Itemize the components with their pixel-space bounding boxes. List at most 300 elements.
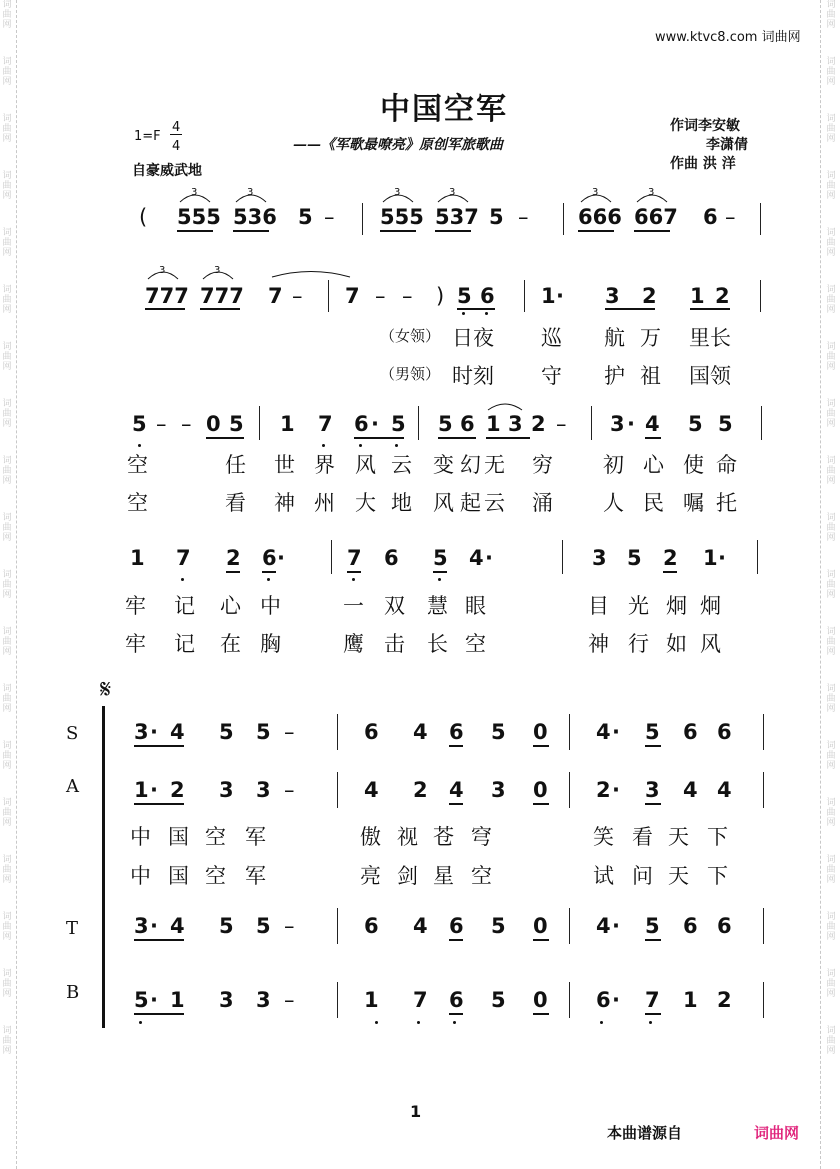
watermark-gap xyxy=(824,942,838,969)
watermark-char: 网 xyxy=(826,476,836,486)
octave-dot xyxy=(438,578,441,581)
lyric: 神 xyxy=(274,491,295,515)
watermark-char: 网 xyxy=(2,362,12,372)
watermark-char: 词 xyxy=(2,855,12,865)
watermark-char: 词 xyxy=(826,741,836,751)
dot-dur: · xyxy=(150,720,158,744)
voice-b-note: 6 xyxy=(449,988,464,1012)
voice-t-note: 3 xyxy=(134,914,149,938)
voice-s-note: 5 xyxy=(219,720,234,744)
watermark-char: 曲 xyxy=(2,10,12,20)
watermark-char: 曲 xyxy=(826,352,836,362)
watermark-char: 网 xyxy=(2,20,12,30)
co-lyricist: 李潇倩 xyxy=(706,137,748,153)
watermark-char: 曲 xyxy=(2,751,12,761)
lyric: 空 xyxy=(465,632,486,656)
watermark-char: 词 xyxy=(826,513,836,523)
watermark-gap xyxy=(0,714,14,741)
watermark-char: 词 xyxy=(2,342,12,352)
lyric: 击 xyxy=(384,632,405,656)
watermark-gap xyxy=(824,657,838,684)
lyric: 时刻 xyxy=(452,364,494,388)
voice-s-note: 5 xyxy=(645,720,660,744)
note: 5 xyxy=(627,546,642,570)
watermark-char: 网 xyxy=(2,419,12,429)
note-group: 777 xyxy=(145,284,189,308)
voice-a-note: 0 xyxy=(533,778,548,802)
lyric: 国领 xyxy=(689,364,731,388)
lyric: 风 xyxy=(700,632,721,656)
watermark-char: 词 xyxy=(2,969,12,979)
source-label: 本曲谱源自 xyxy=(607,1124,683,1142)
note: 5 xyxy=(489,205,504,229)
voice-t-note: 5 xyxy=(256,914,271,938)
triplet-number: 3 xyxy=(191,187,198,198)
site-url[interactable]: www.ktvc8.com 词曲网 xyxy=(655,30,801,45)
octave-dot xyxy=(359,444,362,447)
barline xyxy=(763,772,764,808)
watermark-char: 网 xyxy=(826,305,836,315)
lyric: 军 xyxy=(245,825,266,849)
lyric: 中 xyxy=(130,864,151,888)
voice-a-note: 4 xyxy=(683,778,698,802)
watermark-char: 曲 xyxy=(2,523,12,533)
watermark-char: 词 xyxy=(2,684,12,694)
dot-dur: · xyxy=(612,720,620,744)
tempo-marking: 自豪威武地 xyxy=(132,163,202,179)
underline xyxy=(226,571,240,573)
watermark-gap xyxy=(0,885,14,912)
dot-dur: · xyxy=(150,988,158,1012)
watermark-char: 词 xyxy=(2,171,12,181)
note: 7 xyxy=(347,546,362,570)
watermark-gap xyxy=(824,714,838,741)
watermark-char: 词 xyxy=(826,684,836,694)
watermark-char: 网 xyxy=(826,1046,836,1056)
triplet-number: 3 xyxy=(214,265,221,276)
voice-s-note: 6 xyxy=(364,720,379,744)
composer: 作曲 洪 洋 xyxy=(670,156,736,172)
underline xyxy=(533,803,549,805)
dash: – xyxy=(725,205,736,229)
lyric: 空 xyxy=(127,453,148,477)
voice-s-note: 5 xyxy=(256,720,271,744)
note: 5 xyxy=(132,412,147,436)
watermark-char: 网 xyxy=(2,647,12,657)
female-lead-label: （女领） xyxy=(380,327,441,345)
dash: – xyxy=(181,412,192,436)
watermark-char: 曲 xyxy=(826,808,836,818)
lyric: 空 xyxy=(127,491,148,515)
voice-b-note: 5 xyxy=(491,988,506,1012)
voice-b-note: 3 xyxy=(256,988,271,1012)
underline xyxy=(645,1013,661,1015)
dash: – xyxy=(402,284,413,308)
lyric: 在 xyxy=(220,632,241,656)
watermark-char: 词 xyxy=(826,855,836,865)
note: 1 xyxy=(486,412,501,436)
close-paren: ) xyxy=(436,284,445,308)
voice-t-note: 4 xyxy=(170,914,185,938)
dot-dur: · xyxy=(150,778,158,802)
octave-dot xyxy=(395,444,398,447)
lyric: 使 xyxy=(683,453,704,477)
watermark-char: 曲 xyxy=(2,694,12,704)
watermark-char: 词 xyxy=(2,0,12,10)
triplet-number: 3 xyxy=(247,187,254,198)
note: 6 xyxy=(703,205,718,229)
note: 0 xyxy=(206,412,221,436)
lyric: 空 xyxy=(471,864,492,888)
lyric: 看 xyxy=(632,825,653,849)
voice-s-note: 0 xyxy=(533,720,548,744)
time-signature-top: 4 xyxy=(172,120,181,135)
watermark-char: 词 xyxy=(826,912,836,922)
note: 3 xyxy=(592,546,607,570)
octave-dot xyxy=(322,444,325,447)
watermark-char: 曲 xyxy=(826,523,836,533)
octave-dot xyxy=(649,1021,652,1024)
voice-a-note: 2 xyxy=(596,778,611,802)
watermark-char: 网 xyxy=(2,191,12,201)
octave-dot xyxy=(267,578,270,581)
underline xyxy=(533,939,549,941)
watermark-char: 曲 xyxy=(826,637,836,647)
watermark-char: 曲 xyxy=(826,124,836,134)
watermark-char: 网 xyxy=(2,305,12,315)
watermark-char: 词 xyxy=(2,513,12,523)
watermark-char: 曲 xyxy=(2,409,12,419)
watermark-char: 词 xyxy=(2,1026,12,1036)
lyric: 云 xyxy=(484,491,505,515)
watermark-gap xyxy=(0,771,14,798)
voice-t-note: 4 xyxy=(596,914,611,938)
lyric: 人 xyxy=(603,491,624,515)
octave-dot xyxy=(138,444,141,447)
watermark-gap xyxy=(824,1056,838,1083)
underline xyxy=(134,939,184,941)
voice-t-note: 5 xyxy=(491,914,506,938)
dot-dur: · xyxy=(371,412,379,436)
watermark-gap xyxy=(824,885,838,912)
lyric: 牢 xyxy=(125,594,146,618)
watermark-char: 网 xyxy=(2,704,12,714)
dash: – xyxy=(284,778,295,802)
triplet-number: 3 xyxy=(159,265,166,276)
lyric: 涌 xyxy=(532,491,553,515)
lyric: 州 xyxy=(314,491,335,515)
note: 7 xyxy=(345,284,360,308)
voice-a-note: 3 xyxy=(645,778,660,802)
lyric: 巡 xyxy=(541,326,562,350)
barline xyxy=(763,908,764,944)
voice-label: T xyxy=(66,918,79,939)
dash: – xyxy=(556,412,567,436)
barline xyxy=(337,772,338,808)
male-lead-label: （男领） xyxy=(380,365,441,383)
barline xyxy=(569,714,570,750)
watermark-gap xyxy=(824,999,838,1026)
watermark-char: 曲 xyxy=(826,694,836,704)
watermark-char: 曲 xyxy=(2,979,12,989)
note-group: 555 xyxy=(380,205,424,229)
segno-sign: 𝄋 xyxy=(100,675,112,705)
lyric: 慧 xyxy=(427,594,448,618)
lyric: 嘱 xyxy=(683,491,704,515)
lyric: 地 xyxy=(391,491,412,515)
underline xyxy=(645,745,661,747)
barline xyxy=(569,908,570,944)
underline xyxy=(134,1013,184,1015)
lyric: 下 xyxy=(707,825,728,849)
note: 4 xyxy=(645,412,660,436)
watermark-gap xyxy=(0,1056,14,1083)
note: 5 xyxy=(457,284,472,308)
lyric: 行 xyxy=(628,632,649,656)
lyric: 笑 xyxy=(593,825,614,849)
barline xyxy=(763,714,764,750)
watermark-char: 词 xyxy=(2,912,12,922)
lyric: 记 xyxy=(174,594,195,618)
watermark-char: 词 xyxy=(2,114,12,124)
lyric: 穷 xyxy=(532,453,553,477)
note: 4 xyxy=(469,546,484,570)
watermark-gap xyxy=(0,600,14,627)
underline xyxy=(449,803,463,805)
lyric: 世 xyxy=(274,453,295,477)
lyric: 鹰 xyxy=(343,632,364,656)
lyric: 托 xyxy=(716,491,737,515)
voice-b-note: 6 xyxy=(596,988,611,1012)
underline xyxy=(663,571,677,573)
system-bracket xyxy=(102,706,105,1028)
underline xyxy=(449,745,463,747)
underline xyxy=(486,437,530,439)
watermark-char: 网 xyxy=(2,989,12,999)
voice-a-note: 4 xyxy=(717,778,732,802)
watermark-gap xyxy=(0,828,14,855)
lyric: 试 xyxy=(593,864,614,888)
lyric: 光 xyxy=(628,594,649,618)
dash: – xyxy=(292,284,303,308)
note-group: 555 xyxy=(177,205,221,229)
note: 5 xyxy=(433,546,448,570)
voice-b-note: 1 xyxy=(170,988,185,1012)
lyric: 眼 xyxy=(465,594,486,618)
lyric: 苍 xyxy=(433,825,454,849)
watermark-char: 曲 xyxy=(826,922,836,932)
watermark-char: 网 xyxy=(826,134,836,144)
lyric: 航 xyxy=(604,326,625,350)
watermark-char: 词 xyxy=(2,798,12,808)
note-group: 536 xyxy=(233,205,277,229)
watermark-char: 词 xyxy=(826,228,836,238)
watermark-char: 词 xyxy=(826,285,836,295)
watermark-char: 网 xyxy=(2,932,12,942)
watermark-char: 曲 xyxy=(2,637,12,647)
watermark-gap xyxy=(0,657,14,684)
note: 1 xyxy=(280,412,295,436)
watermark-char: 词 xyxy=(826,456,836,466)
note: 5 xyxy=(688,412,703,436)
lyric: 界 xyxy=(314,453,335,477)
watermark-gap xyxy=(0,543,14,570)
watermark-char: 网 xyxy=(2,533,12,543)
voice-s-note: 4 xyxy=(413,720,428,744)
note: 6 xyxy=(354,412,369,436)
open-paren: ( xyxy=(139,205,148,229)
lyric: 大 xyxy=(355,491,376,515)
watermark-char: 曲 xyxy=(826,238,836,248)
barline xyxy=(562,540,563,574)
lyric: 守 xyxy=(541,364,562,388)
subtitle: ——《军歌最嘹亮》原创军旅歌曲 xyxy=(293,137,503,153)
voice-s-note: 6 xyxy=(449,720,464,744)
watermark-char: 曲 xyxy=(2,124,12,134)
barline xyxy=(337,714,338,750)
watermark-char: 网 xyxy=(2,818,12,828)
watermark-gap xyxy=(824,543,838,570)
voice-b-note: 7 xyxy=(413,988,428,1012)
lyric: 天 xyxy=(668,864,689,888)
watermark-char: 曲 xyxy=(2,1036,12,1046)
key-signature: 1=F xyxy=(134,129,161,144)
underline xyxy=(449,939,463,941)
note: 6 xyxy=(384,546,399,570)
triplet-number: 3 xyxy=(592,187,599,198)
dash: – xyxy=(324,205,335,229)
voice-a-note: 2 xyxy=(413,778,428,802)
watermark-char: 词 xyxy=(826,399,836,409)
underline xyxy=(433,571,447,573)
voice-t-note: 0 xyxy=(533,914,548,938)
voice-t-note: 6 xyxy=(683,914,698,938)
lyric: 心 xyxy=(220,594,241,618)
watermark-char: 网 xyxy=(826,77,836,87)
watermark-char: 曲 xyxy=(2,466,12,476)
watermark-char: 词 xyxy=(826,114,836,124)
lyric: 问 xyxy=(632,864,653,888)
time-signature-bottom: 4 xyxy=(172,139,181,154)
watermark-char: 网 xyxy=(2,134,12,144)
watermark-char: 网 xyxy=(826,191,836,201)
watermark-char: 曲 xyxy=(2,295,12,305)
lyric: 日夜 xyxy=(452,326,494,350)
voice-b-note: 2 xyxy=(717,988,732,1012)
watermark-char: 曲 xyxy=(2,865,12,875)
watermark-char: 网 xyxy=(826,248,836,258)
lyric: 双 xyxy=(384,594,405,618)
watermark-char: 词 xyxy=(2,456,12,466)
dot-dur: · xyxy=(277,546,285,570)
watermark-char: 曲 xyxy=(826,1036,836,1046)
octave-dot xyxy=(375,1021,378,1024)
note: 5 xyxy=(229,412,244,436)
watermark-char: 网 xyxy=(2,1046,12,1056)
lyric: 民 xyxy=(643,491,664,515)
voice-a-note: 3 xyxy=(219,778,234,802)
watermark-char: 曲 xyxy=(826,865,836,875)
watermark-gap xyxy=(0,942,14,969)
triplet-number: 3 xyxy=(449,187,456,198)
barline xyxy=(337,908,338,944)
note: 6 xyxy=(460,412,475,436)
dot-dur: · xyxy=(612,778,620,802)
dash: – xyxy=(284,914,295,938)
watermark-char: 网 xyxy=(826,875,836,885)
lyric: 记 xyxy=(174,632,195,656)
watermark-char: 词 xyxy=(826,570,836,580)
lyric: 云 xyxy=(391,453,412,477)
dash: – xyxy=(284,720,295,744)
lyric: 护 xyxy=(604,364,625,388)
lyric: 空 xyxy=(205,864,226,888)
watermark-char: 曲 xyxy=(826,295,836,305)
lyric: 中 xyxy=(130,825,151,849)
dot-dur: · xyxy=(612,988,620,1012)
watermark-char: 网 xyxy=(2,761,12,771)
underline xyxy=(262,571,276,573)
page-number: 1 xyxy=(410,1102,422,1121)
watermark-gap xyxy=(0,486,14,513)
watermark-char: 网 xyxy=(2,77,12,87)
lyric: 视 xyxy=(397,825,418,849)
note: 7 xyxy=(268,284,283,308)
barline xyxy=(331,540,332,574)
barline xyxy=(763,982,764,1018)
watermark-char: 网 xyxy=(826,533,836,543)
note: 3 xyxy=(508,412,523,436)
note: 1 xyxy=(690,284,705,308)
watermark-char: 词 xyxy=(2,570,12,580)
tie-arc xyxy=(0,0,840,420)
lyric: 中 xyxy=(260,594,281,618)
voice-label: S xyxy=(66,723,79,744)
lyric: 里长 xyxy=(689,326,731,350)
barline xyxy=(757,540,758,574)
lyric: 剑 xyxy=(397,864,418,888)
watermark-gap xyxy=(824,600,838,627)
watermark-gap xyxy=(0,429,14,456)
lyric: 变 xyxy=(433,453,454,477)
note: 2 xyxy=(642,284,657,308)
watermark-char: 网 xyxy=(2,248,12,258)
watermark-char: 曲 xyxy=(2,67,12,77)
lyric: 国 xyxy=(168,864,189,888)
voice-a-note: 2 xyxy=(170,778,185,802)
watermark-char: 词 xyxy=(826,342,836,352)
watermark-char: 词 xyxy=(826,798,836,808)
watermark-char: 网 xyxy=(2,590,12,600)
note-group: 666 xyxy=(578,205,622,229)
lyric: 幻 xyxy=(460,453,481,477)
dash: – xyxy=(156,412,167,436)
source-site-link[interactable]: 词曲网 xyxy=(754,1124,800,1142)
voice-label: B xyxy=(66,982,80,1003)
underline xyxy=(533,745,549,747)
underline xyxy=(134,745,184,747)
lyric: 神 xyxy=(588,632,609,656)
octave-dot xyxy=(139,1021,142,1024)
lyric: 一 xyxy=(343,594,364,618)
voice-label: A xyxy=(66,776,79,797)
watermark-gap xyxy=(0,999,14,1026)
voice-a-note: 3 xyxy=(491,778,506,802)
voice-b-note: 7 xyxy=(645,988,660,1012)
watermark-gap xyxy=(824,771,838,798)
underline xyxy=(533,1013,549,1015)
watermark-char: 词 xyxy=(2,627,12,637)
